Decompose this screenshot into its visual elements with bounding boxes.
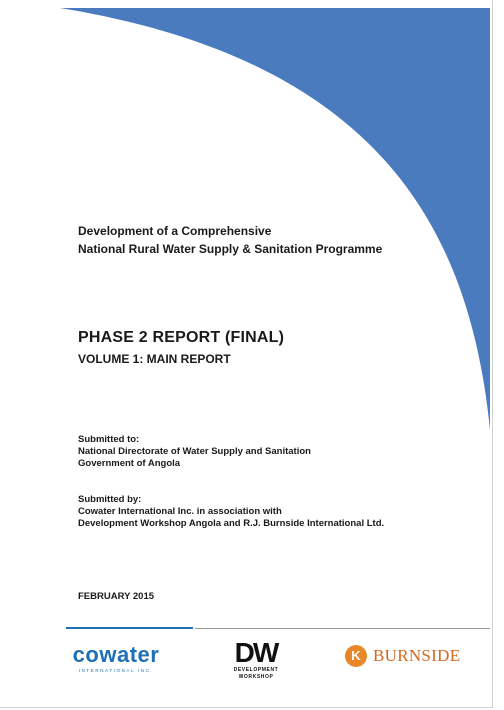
dw-logo-sub1: DEVELOPMENT (233, 667, 279, 673)
burnside-logo-wordmark: BURNSIDE (373, 646, 461, 665)
document-title-line2: National Rural Water Supply & Sanitation Programme (78, 242, 383, 256)
cowater-logo-wordmark: cowater (72, 642, 160, 667)
submitted-by-heading: Submitted by: (78, 494, 142, 505)
development-workshop-logo (228, 637, 284, 682)
cowater-logo-subtitle: INTERNATIONAL INC. (78, 668, 154, 673)
footer-rule-grey (195, 628, 490, 629)
report-title: PHASE 2 REPORT (FINAL) (78, 329, 285, 346)
document-title-line1: Development of a Comprehensive (78, 224, 272, 238)
footer-rule-blue (66, 627, 193, 629)
submitted-by-line1: Cowater International Inc. in association with (78, 506, 282, 517)
submitted-to-line1: National Directorate of Water Supply and Sanitation (78, 446, 311, 457)
submitted-to-line2: Government of Angola (78, 458, 181, 469)
submitted-by-line2: Development Workshop Angola and R.J. Burnside International Ltd. (78, 518, 385, 529)
burnside-logo (345, 644, 465, 670)
cowater-logo (66, 643, 166, 677)
dw-logo-mark: DW (234, 637, 278, 668)
volume-title: VOLUME 1: MAIN REPORT (78, 352, 231, 366)
burnside-logo-icon-letter: K (351, 648, 361, 663)
dw-logo-sub2: WORKSHOP (238, 674, 274, 680)
submitted-to-heading: Submitted to: (78, 434, 140, 445)
report-date: FEBRUARY 2015 (78, 591, 155, 602)
